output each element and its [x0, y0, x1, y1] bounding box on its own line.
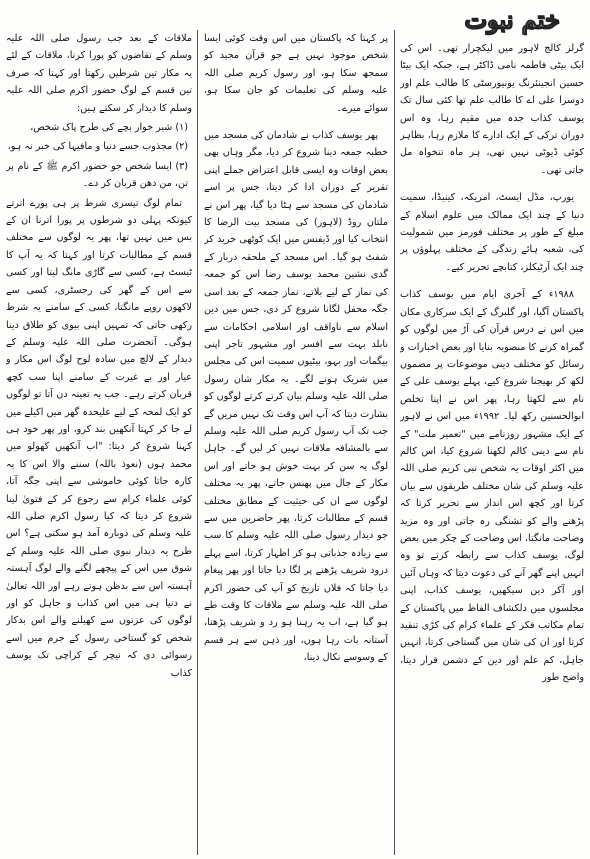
- column-divider: [197, 30, 198, 855]
- paragraph: تمام لوگ تیسری شرط پر ہی پورے اترتے کیونکہ پہلی دو شرطوں پر پورا اترنا ان کے بس میں نہیں تھا، پھر یہ لوگوں سے مختلف قسم کے مطالبات کرتا اور کہتا کہ یہ آپ کا ٹیسٹ ہے، کسی سے گاڑی مانگ لیتا اور کسی سے اس کے گھر کی رجسٹری، کسی سے لاکھوں روپے مانگتا، کسی کے سامنے یہ شرط رکھی جاتی کہ تمہیں اپنی بیوی کو طلاق دینا ہوگی۔ آنحضرت صلی اللہ علیہ وسلم کے دیدار کے لالچ میں سادہ لوح لوگ اس مکار و عیار اور بے غیرت کے سامنے اپنا سب کچھ قربان کرتے رہے۔ جب یہ تعینہ دن آتا تو لوگوں کو ایک لمحہ کے لیے علیحدہ گھر میں اکیلے میں لے جا کر کہتا آنکھیں بند کرو، اور پھر خود ہی کہنا شروع کر دیتا: "اب آنکھیں کھولو میں محمد ہوں (نعوذ باللہ) سننے والا اس کا یہ کارہ جاتا کوئی خاموشی سے اپنی جگہ آتا، کوئی علماء کرام سے رجوع کر کے فتویٰ لینا شروع کر دیتا کہ کیا رسول اکرم صلی اللہ علیہ وسلم کی دوبارہ آمد ہو سکتی ہے؟ اس طرح یہ دیدار نبوی صلی اللہ علیہ وسلم کے شوق میں اس کے پیچھے لگنے والے لوگ آہستہ آہستہ اس سے بدظن ہوتے رہے اور اللہ تعالیٰ نے دنیا ہی میں اس کذاب و جاہل کو اور لوگوں کی عزتوں سے کھیلنے والے اس بدکار شخص کو گستاخی رسول کے جرم میں اسے رسوائی دی کہ نیچر کے کراچی تک یوسف کذاب: [6, 197, 192, 679]
- column-right: [400, 40, 584, 855]
- paragraph: پر کہتا کہ پاکستان میں اس وقت کوئی ایسا شخص موجود نہیں ہے جو قرآن مجید کو سمجھ سکا ہو، اور رسول کریم صلی اللہ علیہ وسلم کی تعلیمات کو جان سکا ہو، سوائے میرے۔: [204, 33, 388, 114]
- list-item: (۲) مجذوب جسے دنیا و مافیہا کی خبر نہ ہو،: [7, 141, 188, 153]
- list-item: (۳) ایسا شخص جو حضور اکرم ﷺ کے نام پر تن، من دھن قربان کر دے۔: [6, 160, 188, 190]
- paragraph: پھر یوسف کذاب نے شادمان کی مسجد میں خطبہ جمعہ دینا شروع کر دیا، مگر وہاں بھی بعض اوقات وہ ایسی قابل اعتراض جملے اپنی تقریر کے دوران ادا کر دیتا، جس پر اسے شادمان کی مسجد سے ہٹا دیا گیا، پھر اس نے ملتان روڈ (لاہور) کی مسجد بیت الرضا کا انتخاب کیا اور ڈیفنس میں ایک کوٹھی خرید کر شفٹ ہو گیا۔ اس مسجد کے ملحقہ دربار کے گدی نشین محمد یوسف رضا اس کو جمعہ کی نماز کے لیے بلاتے، نماز جمعہ کے بعد اسی جگہ محفل لگانا شروع کر دی، جس میں دین اسلام سے ناواقف اور اسلامی احکامات سے نابلد بہت سے افسر اور مشہور تاجر اپنی بیگمات اور بہو، بیٹیوں سمیت اس کی مجلس میں شریک ہونے لگے۔ یہ مکار شان رسول صلی اللہ علیہ وسلم بیان کرتے کرتے لوگوں کو بشارت دیتا کہ آپ اس وقت تک نہیں مریں گے جب تک آپ رسول کریم صلی اللہ علیہ وسلم سے بالمشافہ ملاقات نہیں کر لیں گے۔ جاہل لوگ یہ سن کر بہت خوش ہو جاتے اور اس مکار کے جال میں پھنس جاتے، پھر یہ مختلف لوگوں سے ان کی حیثیت کے مطابق مختلف قسم کے مطالبات کرتا، پھر حاضرین میں سے جو دیدار رسول صلی اللہ علیہ وسلم کا سب سے زیادہ جذباتی ہو کر اظہار کرتا، اسے پہلے درود شریف پڑھنے پر لگا دیا جاتا اور پھر پیغام دیا جاتا کہ فلاں تاریخ کو آپ کی حضور اکرم صلی اللہ علیہ وسلم سے ملاقات کا وقت طے ہو گیا ہے، اب یہ رہنا ہو رد و شریف پڑھنا، آستانہ بات رہا ہوں، اور ذہن سے ہر قسم کے وسوسے نکال دینا،: [204, 130, 388, 664]
- list-item: (۱) شیر خوار بچے کی طرح پاک شخص،: [30, 122, 188, 134]
- paragraph: گرلز کالج لاہور میں لیکچرار تھی۔ اس کی ایک بیٹی فاطمہ نامی ڈاکٹر ہے، جبکہ ایک بیٹا حسین انجینئرنگ یونیورسٹی کا طالب علم اور دوسرا علی اے کا طالب علم تھا کئی سال تک یوسف کذاب جدہ میں مقیم رہا، وہ اس دوران ترکی کے ایک ادارے کا ملازم رہا، بظاہر کوئی ڈیوٹی نہیں تھی، ہر ماہ تنخواہ مل جاتی تھی۔: [400, 43, 584, 176]
- paragraph: یورپ، مڈل ایسٹ، امریکہ، کینیڈا، سمیت دنیا کے چند ایک ممالک میں علوم اسلام کے مبلغ کے طور پر مختلف فورمز میں شمولیت کی، شعبہ ہائے زندگی کے مختلف پہلوؤں پر چند ایک آرٹیکلز، کتابچے تحریر کیے۔: [400, 192, 584, 273]
- masthead: [442, 4, 582, 34]
- column-middle: [204, 30, 388, 855]
- column-divider: [394, 30, 395, 855]
- paragraph: ۱۹۸۸ء کے آخری ایام میں یوسف کذاب پاکستان آگیا، اور گلبرگ کے ایک سرکاری مکان میں اس نے درس قرآن کی آڑ میں لوگوں کو گمراہ کرنے کا منصوبہ بنایا اور بعض اخبارات و رسائل کو مختلف دینی موضوعات پر مضمون لکھ کر بھیجنا شروع کیے، پہلے یوسف علی کے نام سے لکھتا رہا، پھر اس نے اپنا تخلص ابوالحسنین رکھ لیا۔ ۱۹۹۲ء میں اس نے لاہور کے ایک مشہور روزنامے میں "تعمیر ملت" کے نام سے دینی کالم لکھنا شروع کیا، اس کالم میں اکثر اوقات یہ شخص نبی کریم صلی اللہ علیہ وسلم کی شان مختلف طریقوں سے بیان کرتا اور کچھ اس انداز سے تحریر کرتا کہ پڑھنے والے کو تشنگی رہ جاتی اور وہ مزید وضاحت مانگتا، اس وضاحت کے چکر میں بعض لوگ، یوسف کذاب سے رابطہ کرتے تو وہ انہیں اپنے گھر آنے کی دعوت دیتا کہ وہاں آئیں اور آکر دین سیکھیں، یوسف کذاب، اپنی مجلسوں میں دلکشاف الفاظ میں پاکستان کے تمام مکاتب فکر کے علماء کرام کی کڑی تنقید کرتا اور ان کی شان میں گستاخی کرتا، انہیں جاہل، کم علم اور دین کے دشمن قرار دیتا، واضح طور: [400, 289, 584, 684]
- paragraph: ملاقات کے بعد جب رسول صلی اللہ علیہ وسلم کے تقاضوں کو پورا کرنا، ملاقات کے لئے یہ مکار تین شرطیں رکھتا اور کہتا کہ صرف تین قسم کے لوگ حضور اکرم صلی اللہ علیہ وسلم کا دیدار کر سکتے ہیں:: [6, 33, 192, 114]
- masthead-title: ختم نبوت: [464, 4, 560, 34]
- column-left: [6, 30, 192, 855]
